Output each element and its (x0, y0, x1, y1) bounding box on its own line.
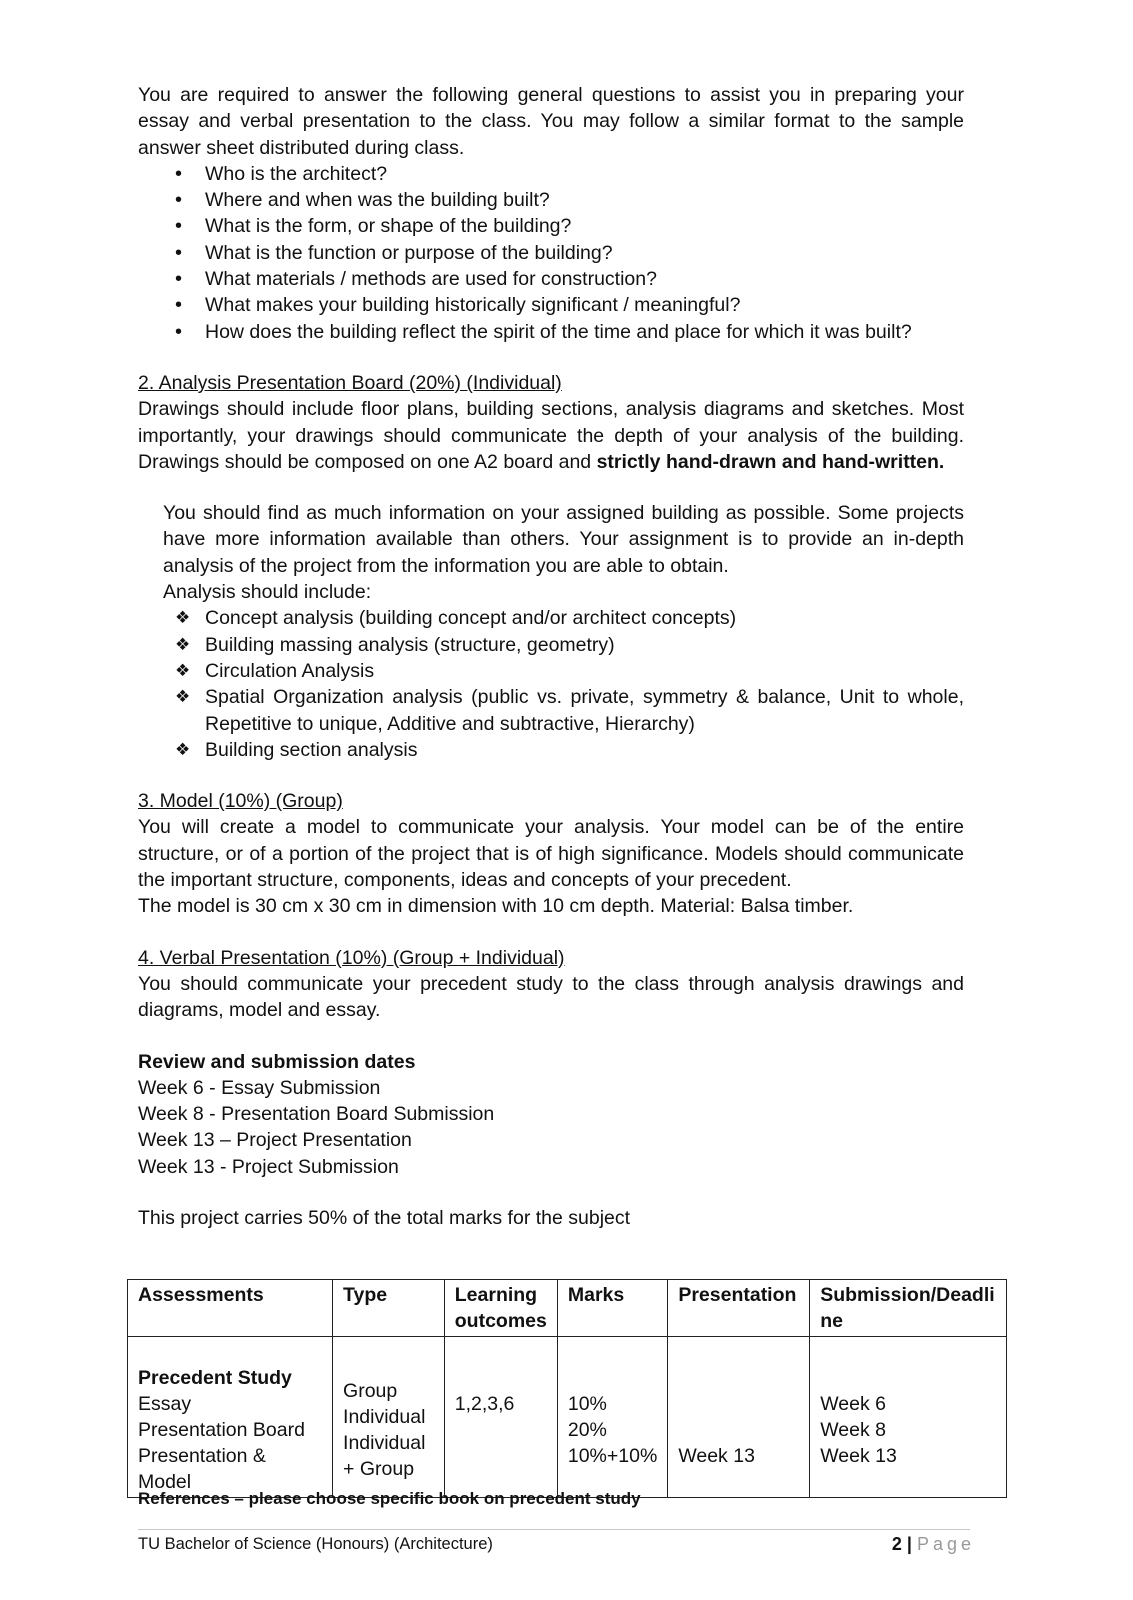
list-item: ❖ Building section analysis (175, 737, 964, 763)
footer-divider (138, 1529, 970, 1530)
cell-assessments (128, 1337, 333, 1498)
review-item: Week 6 - Essay Submission (138, 1076, 381, 1099)
footer-page-number (892, 1534, 975, 1555)
type-item: Individual (343, 1432, 426, 1454)
page-word: Page (916, 1534, 975, 1554)
list-item: ❖ Concept analysis (building concept and/or architect concepts) (175, 605, 964, 631)
list-item: • What is the function or purpose of the building? (175, 240, 964, 266)
section3-heading: 3. Model (10%) (Group) (138, 790, 343, 813)
marks-item: 10%+10% (567, 1445, 658, 1467)
section2-text-bold: strictly hand-drawn and hand-written. (596, 450, 945, 473)
assessment-table (127, 1279, 1007, 1498)
section2-paragraph (138, 396, 964, 475)
list-item: • Where and when was the building built? (175, 187, 964, 213)
section3-model-spec: The model is 30 cm x 30 cm in dimension with 10 cm depth. Material: Balsa timber. (138, 895, 854, 918)
analysis-block (138, 500, 964, 763)
cell-marks (557, 1337, 667, 1498)
section4-paragraph: You should communicate your precedent study to the class through analysis drawings and diagrams, model and essay. (138, 972, 964, 1022)
header-submission-deadline: Submission/Deadline (810, 1280, 1007, 1337)
cell-learning-outcomes (444, 1337, 557, 1498)
header-type: Type (333, 1280, 445, 1337)
references-note: References – please choose specific book on precedent study (138, 1489, 641, 1508)
assessment-item: Presentation & Model (138, 1445, 266, 1493)
list-item: • What materials / methods are used for construction? (175, 266, 964, 292)
deadline-item: Week 6 (820, 1393, 886, 1415)
type-item: Individual (343, 1406, 426, 1428)
section2-text: Drawings should include floor plans, building sections, analysis diagrams and sketches. Most importantly, your drawings should communicate the depth of your analysis of the building. Drawings should be composed on one A2 board and (138, 398, 964, 473)
analysis-list (163, 605, 964, 763)
weight-note: This project carries 50% of the total marks for the subject (138, 1206, 631, 1229)
header-marks: Marks (557, 1280, 667, 1337)
list-item: ❖ Building massing analysis (structure, geometry) (175, 632, 964, 658)
list-item: • Who is the architect? (175, 161, 964, 187)
section2-info: You should find as much information on your assigned building as possible. Some projects have more information available than others. Your assignment is to provide an in-depth analysis of the project from the information you are able to obtain. (163, 502, 964, 577)
analysis-intro: Analysis should include: (163, 581, 372, 604)
list-item: • What makes your building historically significant / meaningful? (175, 292, 964, 318)
main-content (138, 82, 964, 1231)
assessment-title: Precedent Study (138, 1367, 292, 1389)
cell-type (333, 1337, 445, 1498)
review-item: Week 13 - Project Submission (138, 1155, 399, 1178)
question-list (138, 161, 964, 345)
header-learning-outcomes: Learning outcomes (444, 1280, 557, 1337)
section2-heading: 2. Analysis Presentation Board (20%) (Individual) (138, 371, 562, 394)
marks-item: 20% (567, 1419, 607, 1441)
footer-program-title: TU Bachelor of Science (Honours) (Architecture) (138, 1535, 493, 1553)
list-item: • What is the form, or shape of the building? (175, 213, 964, 239)
section4-heading: 4. Verbal Presentation (10%) (Group + Individual) (138, 946, 565, 969)
outcomes-value: 1,2,3,6 (454, 1393, 515, 1415)
deadline-item: Week 8 (820, 1419, 886, 1441)
table-header-row (128, 1280, 1007, 1337)
section3-paragraph: You will create a model to communicate your analysis. Your model can be of the entire structure, or of a portion of the project that is of high significance. Models should communicate the important structure, components, ideas and concepts of your precedent. (138, 816, 964, 892)
table-row (128, 1337, 1007, 1498)
header-assessments: Assessments (128, 1280, 333, 1337)
cell-deadline (810, 1337, 1007, 1498)
type-item: + Group (343, 1458, 415, 1480)
page-number: 2 (891, 1534, 902, 1554)
review-heading: Review and submission dates (138, 1050, 416, 1073)
type-item: Group (343, 1380, 398, 1402)
review-item: Week 8 - Presentation Board Submission (138, 1103, 495, 1126)
assessment-item: Essay (138, 1393, 192, 1415)
deadline-item: Week 13 (820, 1445, 897, 1467)
review-item: Week 13 – Project Presentation (138, 1129, 412, 1152)
assessment-item: Presentation Board (138, 1419, 305, 1441)
page-separator: | (906, 1534, 912, 1554)
presentation-value: Week 13 (678, 1445, 755, 1467)
list-item: ❖ Circulation Analysis (175, 658, 964, 684)
cell-presentation (668, 1337, 810, 1498)
intro-paragraph: You are required to answer the following general questions to assist you in preparing your essay and verbal presentation to the class. You may follow a similar format to the sample answer sheet distributed during class. (138, 84, 964, 159)
header-presentation: Presentation (668, 1280, 810, 1337)
list-item: • How does the building reflect the spirit of the time and place for which it was built? (175, 319, 964, 345)
list-item: ❖ Spatial Organization analysis (public vs. private, symmetry & balance, Unit to whole, Repetitive to unique, Additive and subtractive, Hierarchy) (175, 684, 964, 737)
marks-item: 10% (567, 1393, 607, 1415)
